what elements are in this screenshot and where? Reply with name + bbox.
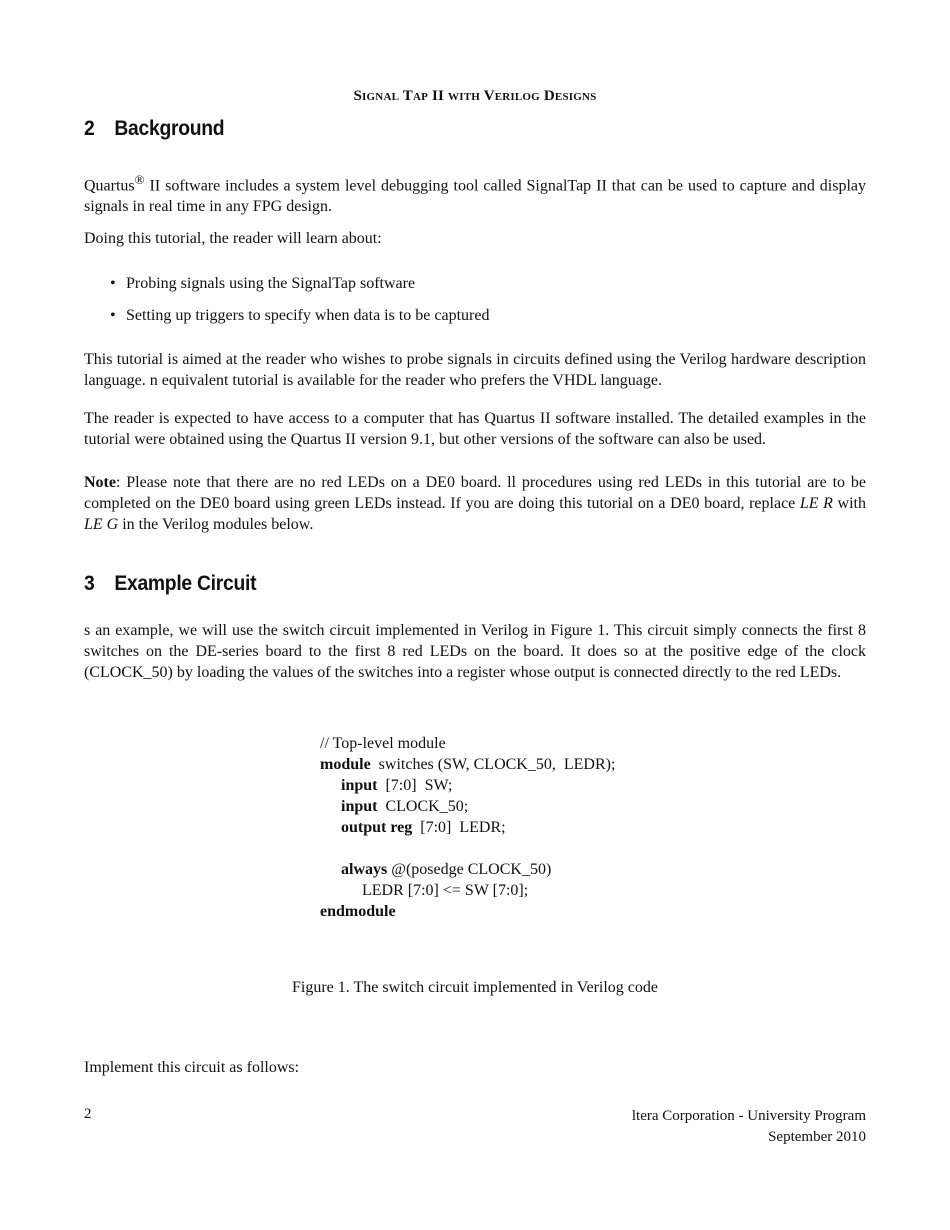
- paragraph-requirements: The reader is expected to have access to a computer that has Quartus II software installed. The detailed examples in the tutorial were obtained using the Quartus II version 9.1, but other versions of the software can also be used.: [84, 410, 866, 448]
- note-label: Note: [84, 474, 116, 491]
- code-line: input CLOCK_50;: [341, 798, 469, 815]
- bullet-icon: •: [110, 275, 116, 292]
- footer-organization: ltera Corporation - University Program: [631, 1108, 866, 1124]
- registered-mark: ®: [134, 172, 145, 187]
- section-heading-example: [84, 572, 256, 596]
- verilog-code-listing: [320, 733, 615, 922]
- section-title-text: Example Circuit: [114, 572, 257, 595]
- list-item: • Probing signals using the SignalTap software: [110, 275, 416, 292]
- code-line: input [7:0] SW;: [341, 777, 453, 794]
- figure-caption: Figure 1. The switch circuit implemented in Verilog code: [292, 979, 658, 996]
- code-line: always @(posedge CLOCK_50): [341, 861, 552, 878]
- paragraph-note: Note: Please note that there are no red LEDs on a DE0 board. ll procedures using red LEDs in this tutorial are to be completed on the DE0 board using green LEDs instead. If you are doing this tutorial on a DE0 board, replace LE R with LE G in the Verilog modules below.: [84, 474, 867, 533]
- section-heading-background: [84, 117, 224, 141]
- paragraph-example: s an example, we will use the switch circuit implemented in Verilog in Figure 1. This circuit simply connects the first 8 switches on the DE-series board to the first 8 red LEDs on the board. It does so at the positive edge of the clock (CLOCK_50) by loading the values of the switches into a register whose output is connected directly to the red LEDs.: [84, 622, 866, 681]
- code-line-blank: [320, 838, 615, 859]
- page-number: 2: [84, 1106, 92, 1122]
- code-line: endmodule: [320, 903, 396, 920]
- paragraph-aim: This tutorial is aimed at the reader who wishes to probe signals in circuits defined using the Verilog hardware description language. n equivalent tutorial is available for the reader who prefers the VHDL language.: [84, 351, 866, 389]
- section-title-text: Background: [114, 117, 225, 140]
- list-item: • Setting up triggers to specify when data is to be captured: [110, 307, 490, 324]
- running-head: Signal Tap II with Verilog Designs: [353, 88, 597, 104]
- bullet-list: [110, 273, 850, 337]
- code-line: // Top-level module: [320, 735, 446, 752]
- footer-info: [632, 1106, 866, 1148]
- paragraph-implement: Implement this circuit as follows:: [84, 1059, 300, 1076]
- code-line: LEDR [7:0] <= SW [7:0];: [362, 882, 529, 899]
- code-line: output reg [7:0] LEDR;: [341, 819, 506, 836]
- paragraph-learn: Doing this tutorial, the reader will learn about:: [84, 230, 382, 247]
- section-number: 3: [84, 572, 95, 595]
- footer-date: September 2010: [768, 1129, 866, 1145]
- bullet-icon: •: [110, 307, 116, 324]
- paragraph-intro: Quartus® II software includes a system level debugging tool called SignalTap II that can be used to capture and display signals in real time in any FPG design.: [84, 172, 866, 216]
- section-number: 2: [84, 117, 95, 140]
- code-line: module switches (SW, CLOCK_50, LEDR);: [320, 756, 616, 773]
